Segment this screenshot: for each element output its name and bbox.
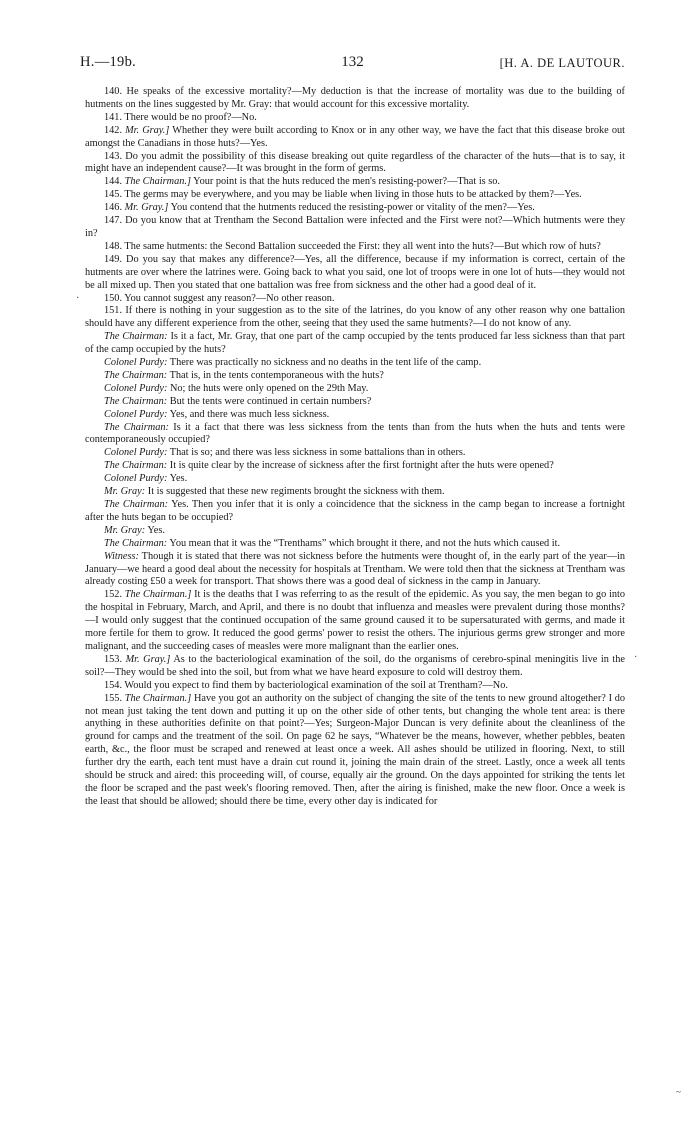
paragraph-text: 154. Would you expect to find them by bacteriological examination of the soil at Trentham?—No. (104, 679, 508, 691)
paragraph (85, 551, 625, 590)
paragraph (85, 409, 625, 422)
speaker-label: The Chairman: (104, 460, 168, 472)
paragraph-text: As to the bacteriological examination of the soil, do the organisms of cerebro-spinal meningitis live in the soil?—They would be shed into the soil, but from what we have heard exposure to cold will destroy them. (85, 653, 625, 678)
question-number: 153. (104, 653, 123, 665)
paragraph-text: Yes. Then you infer that it is only a coincidence that the sickness in the camp began to increase a fortnight after the huts began to be occupied? (85, 499, 626, 523)
paragraph (85, 383, 625, 396)
speaker-label: Mr. Gray.] (125, 124, 170, 136)
paragraph-text: 140. He speaks of the excessive mortality?—My deduction is that the increase of mortality was due to the building of hutments on the lines suggested by Mr. Gray: that would account for this excessive mortality. (85, 86, 625, 110)
margin-scribble: ~ (676, 1087, 681, 1097)
paragraph-text: Your point is that the huts reduced the men's resisting-power?—That is so. (190, 176, 500, 188)
speaker-label: The Chairman: (104, 331, 168, 343)
paragraph-text: Is it a fact that there was less sickness from the tents than from the huts when the huts and tents were contemporaneously occupied? (85, 421, 625, 446)
speaker-label: The Chairman: (104, 537, 168, 549)
paragraph (85, 499, 625, 525)
witness-name: [H. A. DE LAUTOUR. (499, 56, 625, 70)
paragraph-text: That is, in the tents contemporaneous with the huts? (167, 369, 384, 381)
paragraph (85, 254, 625, 293)
speaker-label: The Chairman: (104, 369, 168, 381)
paragraph (85, 370, 625, 383)
paragraph (85, 396, 625, 409)
paragraph-text: Though it is stated that there was not sickness before the hutments were thought of, in the early part of the year—in January—we heard a good deal about the necessity for hospitals at Trentham. We were told then that the sickness at Trentham was already costing £50 a week for transport. That shows there was a good deal of sickness in the camp in January. (85, 550, 625, 588)
paragraph-text: Yes. (145, 524, 165, 536)
paragraph (85, 357, 625, 370)
paragraph-text: That is so; and there was less sickness in some battalions than in others. (167, 447, 466, 459)
paragraph-text: But the tents were continued in certain numbers? (167, 395, 372, 407)
paragraph (85, 680, 625, 693)
speaker-label: Mr. Gray: (104, 524, 146, 536)
paragraph (85, 241, 625, 254)
page-header (80, 54, 625, 74)
speaker-label: The Chairman.] (124, 692, 192, 704)
speaker-label: The Chairman: (104, 499, 169, 510)
speaker-label: Mr. Gray.] (124, 202, 169, 214)
paragraph (85, 589, 625, 654)
paragraph-text: 147. Do you know that at Trentham the Second Battalion were infected and the First were not?—Which hutments were they in? (85, 215, 625, 239)
paragraph (85, 125, 625, 151)
paragraph-text: 143. Do you admit the possibility of this disease breaking out quite regardless of the character of the huts—that is to say, it might have an independent cause?—It was brought in the form of germs. (85, 150, 625, 175)
question-number: 146. (104, 202, 123, 214)
paragraph (85, 486, 625, 499)
paragraph-text: 150. You cannot suggest any reason?—No other reason. (104, 292, 335, 304)
speaker-label: Mr. Gray.] (125, 653, 171, 665)
speaker-label: Colonel Purdy: (104, 408, 168, 420)
paragraph (85, 422, 625, 448)
paragraph-text: Yes, and there was much less sickness. (167, 408, 330, 420)
speaker-label: The Chairman.] (124, 176, 191, 188)
paragraph-text: Have you got an authority on the subject of changing the site of the tents to new ground altogether? I do not mean just taking the tent down and putting it up on the other side of other tents, but changing the whole tent area: is there anything in these authorities definite on that point?—Yes; Surgeon-Major Duncan is very definite about the cleanliness of the ground for camps and the treatment of the soil. On page 62 he says, “Whatever be the means, however, whether pebbles, beaten earth, &c., the floor must be scraped and renewed at least once a week. All ashes should be utilized in flooring. Next, to still further dry the earth, each tent must have a drain cut round it, joining the main drain of the street. Lastly, once a week all tents should be struck and aired: this proceeding will, of course, equally air the ground. On the days appointed for striking the tents let the floor be scraped and the past week's flooring removed. Then, after the airing is finished, make the new floor. Once a week is the least that should be allowed; should there be time, every other day is indicated for (85, 692, 626, 807)
paragraph-text: Is it a fact, Mr. Gray, that one part of the camp occupied by the tents produced far less sickness than that part of the camp occupied by the huts? (85, 331, 625, 356)
paragraph (85, 176, 625, 189)
speaker-label: Colonel Purdy: (104, 357, 168, 369)
speaker-label: The Chairman.] (124, 589, 192, 601)
speaker-label: Mr. Gray: (104, 486, 146, 498)
paragraph (85, 293, 625, 306)
speaker-label: Colonel Purdy: (104, 447, 168, 459)
question-number: 155. (104, 692, 123, 704)
question-number: 142. (104, 124, 123, 136)
paragraph (85, 305, 625, 331)
paragraph-text: 151. If there is nothing in your suggestion as to the site of the latrines, do you know of any other reason why one battalion should have any different experience from the other, seeing that they used the same hutments?—I do not know of any. (85, 305, 625, 330)
paragraph-text: It is suggested that these new regiments brought the sickness with them. (145, 486, 445, 498)
margin-dot: · (76, 293, 80, 304)
paragraph-text: Yes. (167, 473, 188, 485)
paragraph-text: You contend that the hutments reduced the resisting-power or vitality of the men?—Yes. (168, 202, 535, 214)
speaker-label: The Chairman: (104, 395, 168, 407)
paragraph-text: 145. The germs may be everywhere, and you may be liable when living in those huts to be attacked by them?—Yes. (104, 189, 582, 201)
paragraph (85, 525, 625, 538)
paragraph (85, 331, 625, 357)
page-number: 132 (341, 54, 364, 70)
paragraph-text: You mean that it was the “Trenthams” which brought it there, and not the huts which caused it. (167, 537, 561, 549)
paragraph-text: 141. There would be no proof?—No. (104, 111, 257, 123)
paragraph-text: 149. Do you say that makes any difference?—Yes, all the difference, because if my information is correct, certain of the hutments are over where the latrines were. Going back to what you said, one lot of troops were in one lot of huts—they would not be all mixed up. Then you stated that one battalion was free from sickness and the other had a good deal of it. (85, 253, 625, 291)
paragraph (85, 447, 625, 460)
paragraph (85, 202, 625, 215)
paragraph-text: Whether they were built according to Knox or in any other way, we have the fact that this disease broke out amongst the Canadians in those huts?—Yes. (85, 124, 625, 149)
question-number: 152. (104, 589, 123, 601)
speaker-label: Colonel Purdy: (104, 473, 168, 485)
paragraph (85, 654, 625, 680)
paragraph (85, 151, 625, 177)
paragraph-text: 148. The same hutments: the Second Battalion succeeded the First: they all went into the huts?—But which row of huts? (104, 240, 601, 252)
paragraph (85, 473, 625, 486)
paragraph (85, 112, 625, 125)
question-number: 144. (104, 176, 123, 188)
paragraph (85, 215, 625, 241)
paragraph (85, 460, 625, 473)
speaker-label: Witness: (104, 550, 139, 562)
paragraph-text: It is the deaths that I was referring to as the result of the epidemic. As you say, the men began to go into the hospital in February, March, and April, and there is no doubt that influenza and measles were prevalent during those months?—I would only suggest that the continued occupation of the same ground caused it to be supersaturated with germs, and made it more fertile for them to grow. It reduced the good germs' power to resist the others. The injurious germs grew stronger and more malignant, and the succeeding cases of measles were more malignant than the earlier ones. (85, 589, 626, 652)
paragraph (85, 538, 625, 551)
margin-dot: · (634, 652, 638, 663)
paragraph-text: No; the huts were only opened on the 29th May. (167, 382, 369, 394)
document-reference: H.—19b. (80, 54, 137, 70)
paragraph (85, 86, 625, 112)
speaker-label: Colonel Purdy: (104, 382, 168, 394)
document-body (85, 86, 625, 809)
speaker-label: The Chairman: (104, 421, 169, 433)
paragraph (85, 693, 625, 809)
paragraph-text: It is quite clear by the increase of sickness after the first fortnight after the huts were opened? (167, 460, 554, 472)
paragraph-text: There was practically no sickness and no deaths in the tent life of the camp. (167, 357, 482, 369)
paragraph (85, 189, 625, 202)
